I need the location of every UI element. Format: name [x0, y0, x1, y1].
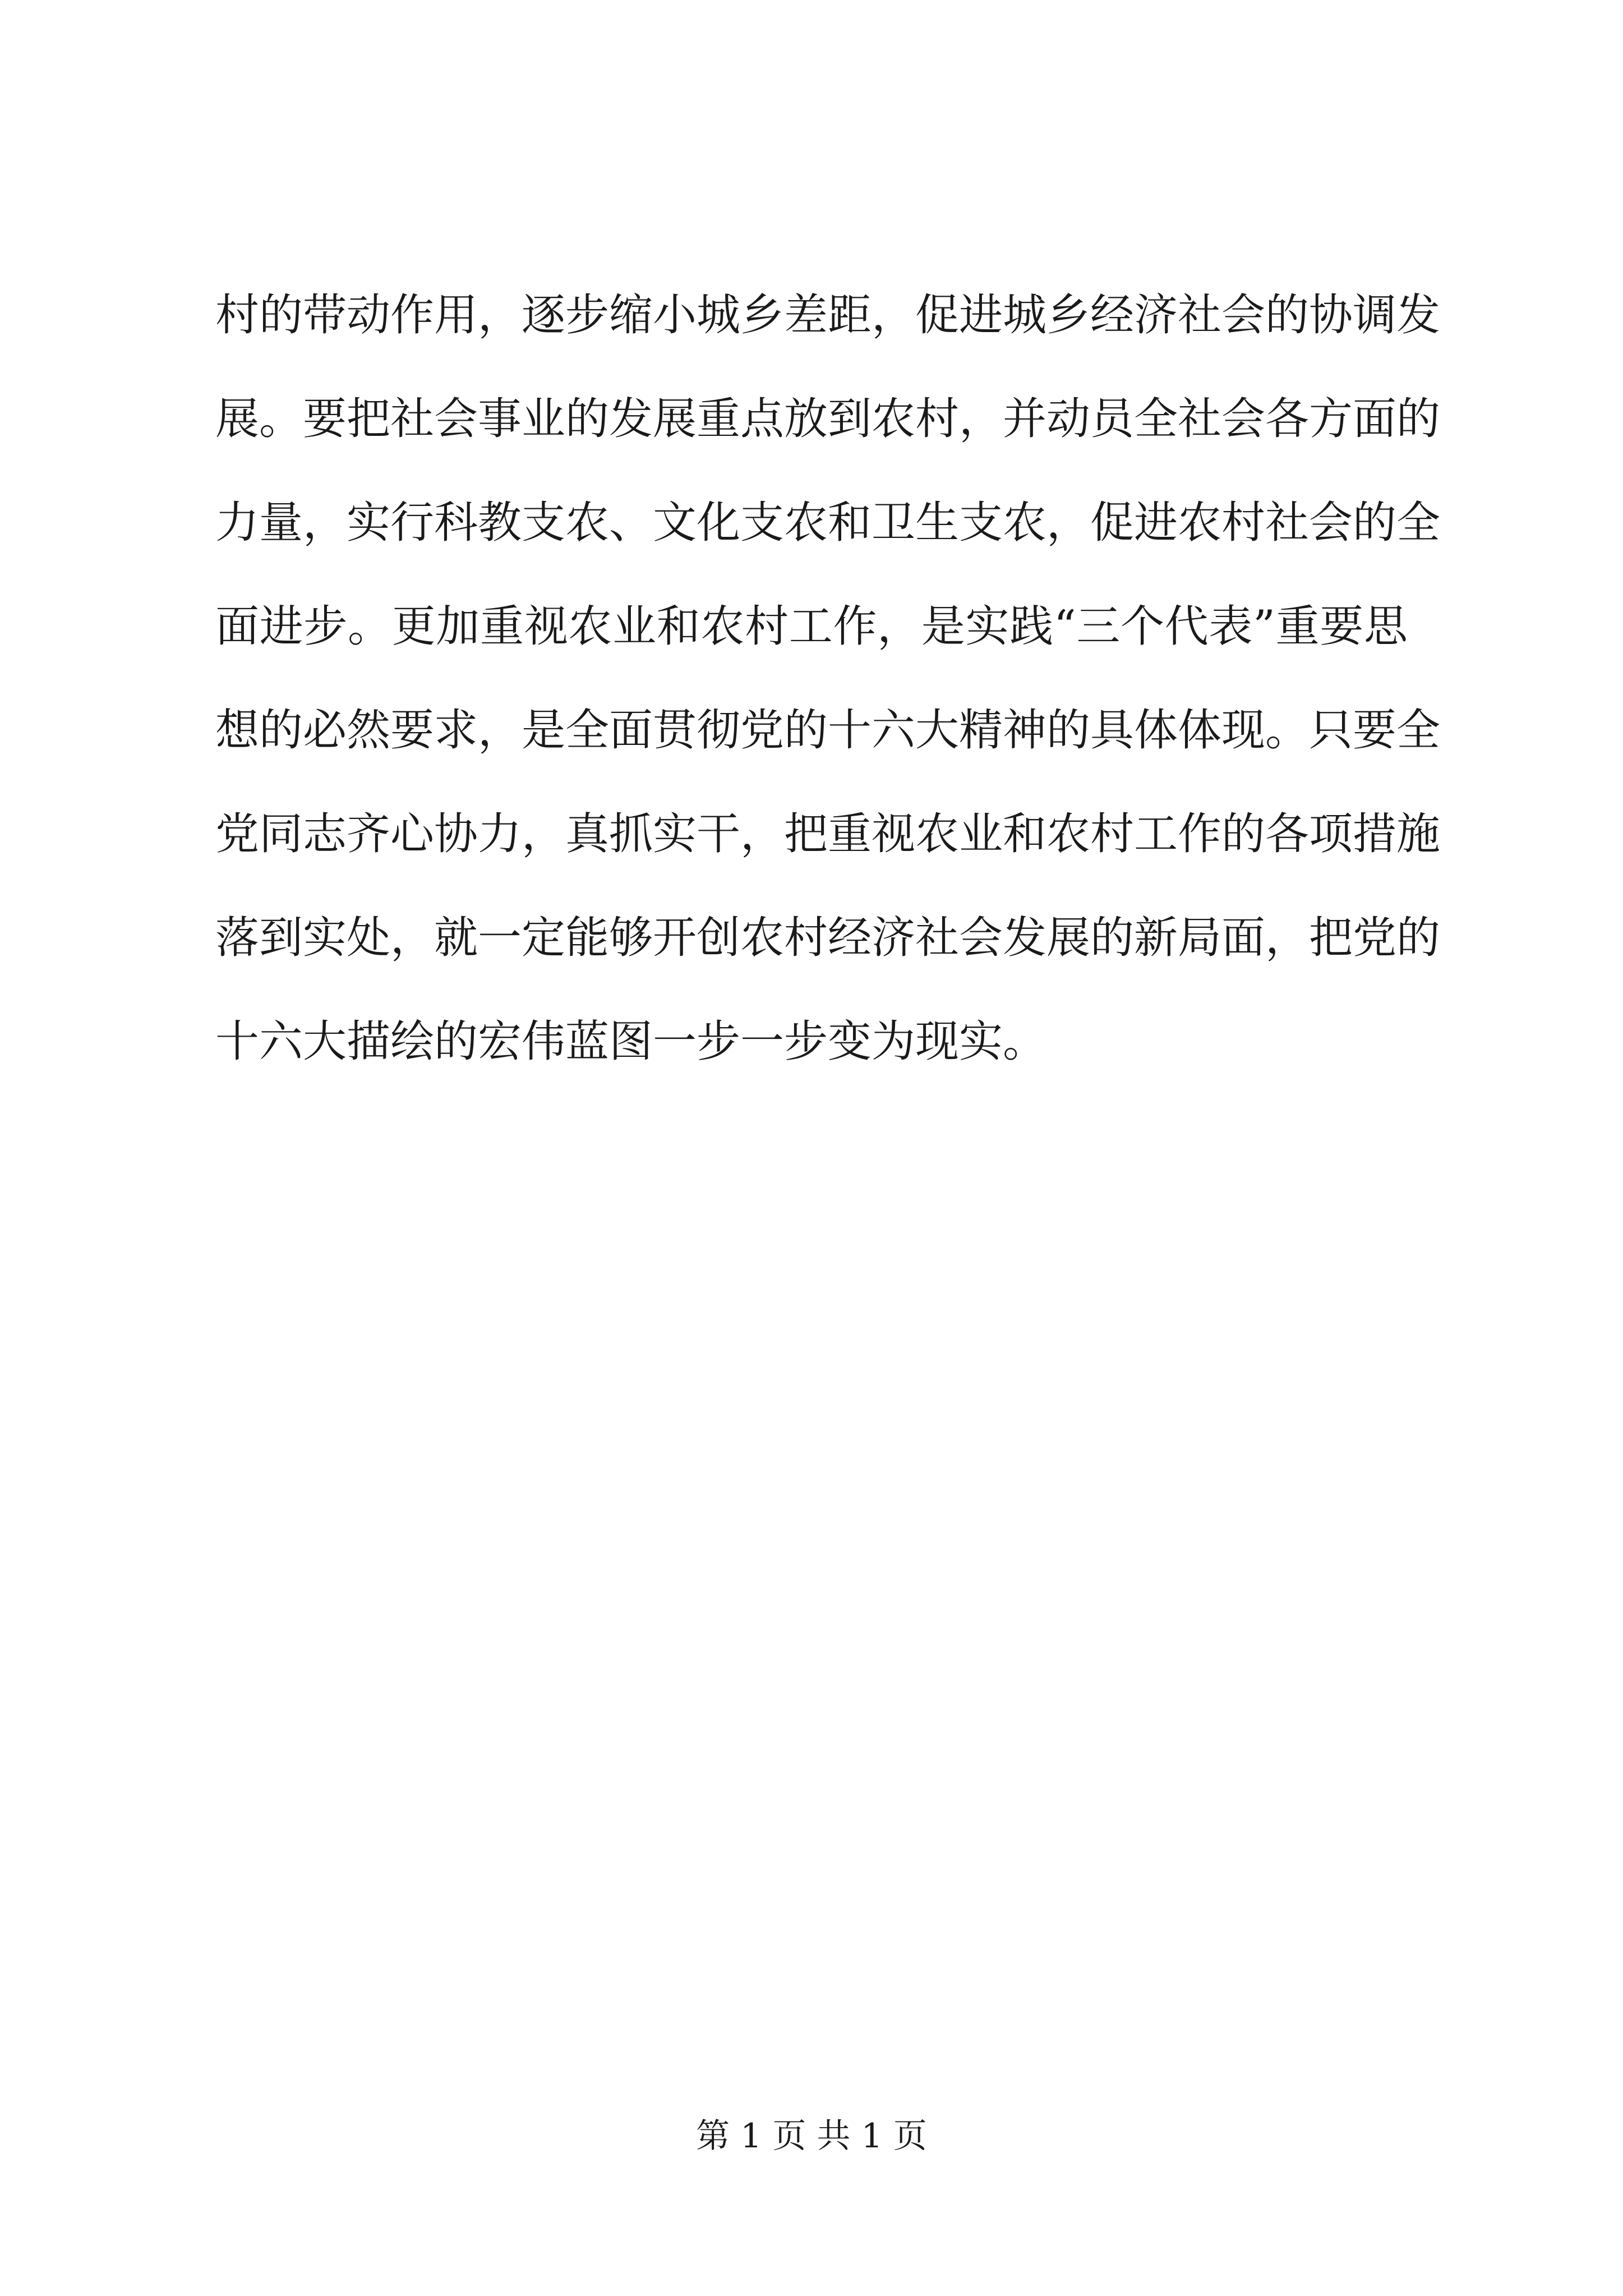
text-line: 党同志齐心协力，真抓实干，把重视农业和农村工作的各项措施: [215, 809, 1441, 859]
text-line: 十六大描绘的宏伟蓝图一步一步变为现实。: [215, 1016, 1047, 1067]
text-line: 力量，实行科教支农、文化支农和卫生支农，促进农村社会的全: [215, 498, 1441, 548]
text-line: 落到实处，就一定能够开创农村经济社会发展的新局面，把党的: [215, 913, 1441, 963]
text-line: 面进步。更加重视农业和农村工作，是实践“三个代表”重要思: [215, 601, 1408, 652]
text-line: 展。要把社会事业的发展重点放到农村，并动员全社会各方面的: [215, 394, 1441, 444]
text-line: 村的带动作用，逐步缩小城乡差距，促进城乡经济社会的协调发: [215, 290, 1441, 341]
body-paragraph: [215, 264, 1441, 1094]
page-number-footer: 第 1 页 共 1 页: [696, 2116, 927, 2156]
text-line: 想的必然要求，是全面贯彻党的十六大精神的具体体现。只要全: [215, 705, 1441, 756]
